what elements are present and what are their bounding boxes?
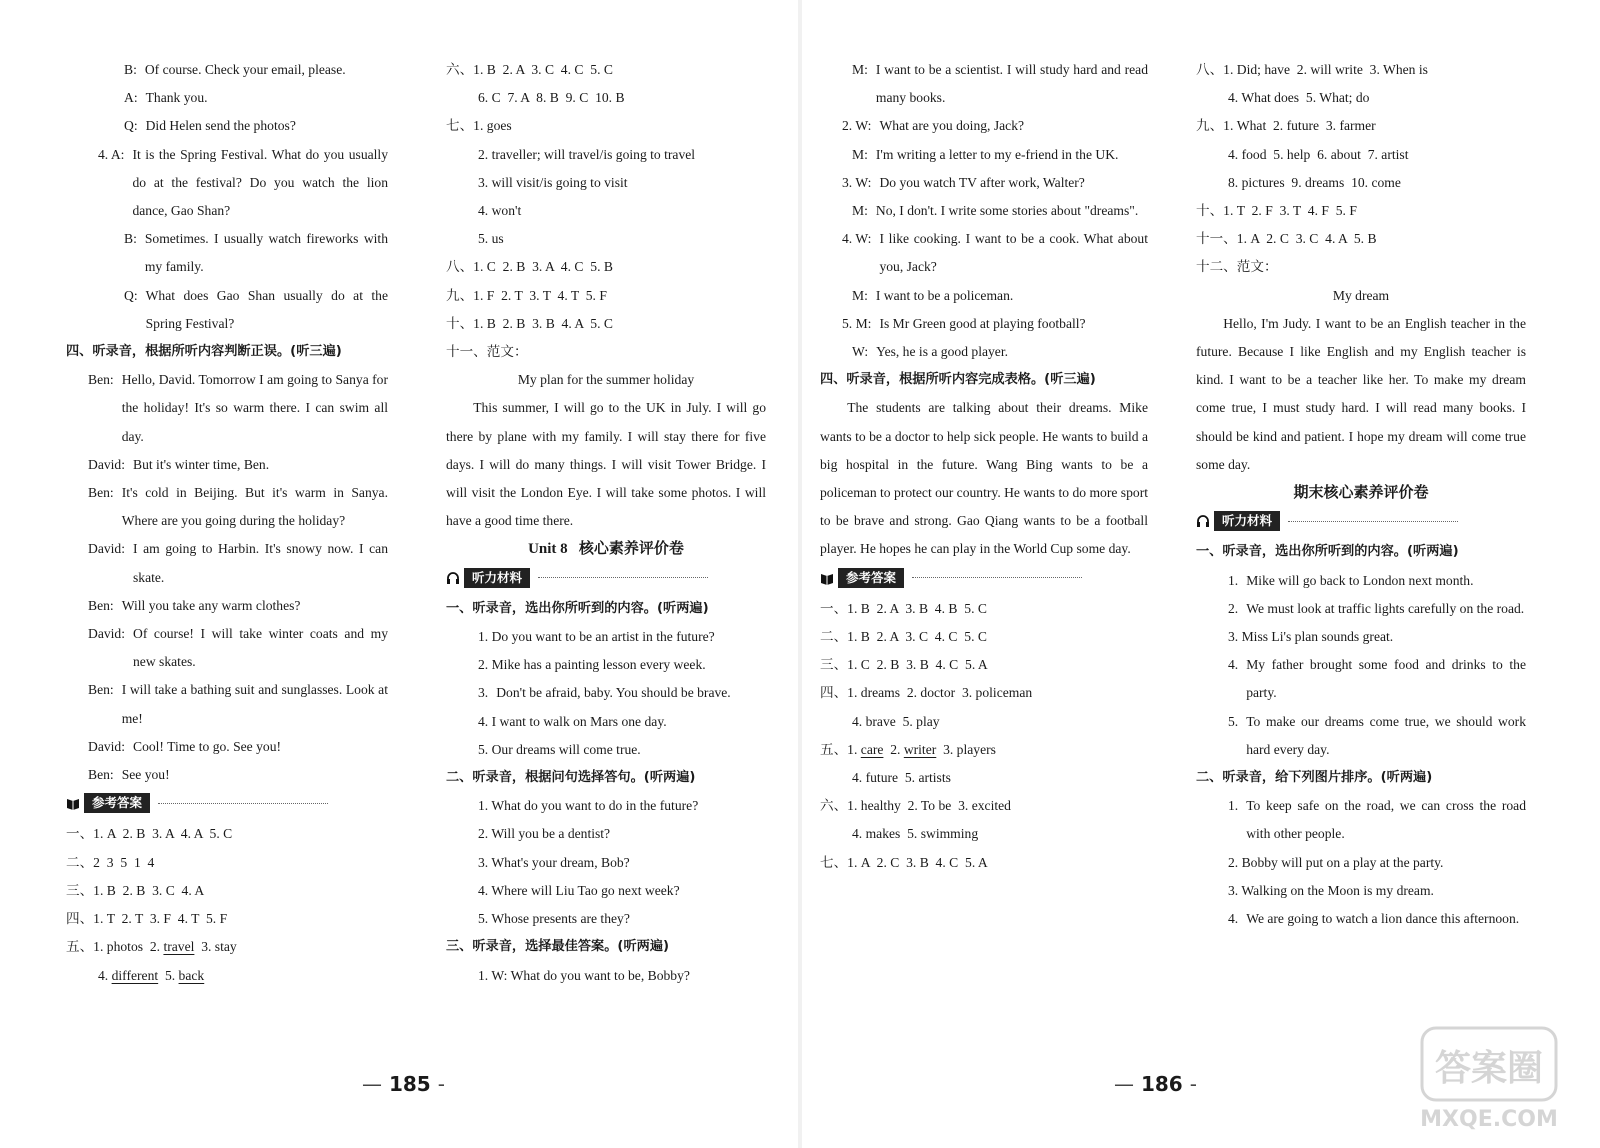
badge-label: 听力材料 <box>1214 511 1280 531</box>
speaker-label: W: <box>852 344 869 360</box>
column-3 <box>820 56 1148 877</box>
text-line: 2. traveller; will travel/is going to travel <box>478 146 696 162</box>
speaker-label: B: <box>124 62 137 77</box>
answer-text: 2. <box>883 741 904 757</box>
text-line: 3. Miss Li's plan sounds great. <box>1228 629 1394 645</box>
watermark-url: MXQE.COM <box>1420 1107 1558 1132</box>
speaker-label: A: <box>124 90 138 106</box>
text-line: 4. What does 5. What; do <box>1228 90 1370 106</box>
dialogue-line <box>820 225 1148 281</box>
text-line: 3. Walking on the Moon is my dream. <box>1228 882 1434 898</box>
text-line: 二、1. B 2. A 3. C 4. C 5. C <box>820 629 987 645</box>
dialogue-text: But it's winter time, Ben. <box>133 456 270 472</box>
column-2 <box>446 56 766 990</box>
dialogue-text: I like cooking. I want to be a cook. What about you, Jack? <box>879 231 1148 275</box>
dialogue-line <box>820 169 1148 197</box>
dialogue-line <box>66 141 388 226</box>
text-line: 二、2 3 5 1 4 <box>66 854 155 870</box>
speaker-label: B: <box>124 231 137 247</box>
dialogue-line <box>66 84 388 112</box>
dotted-rule <box>912 577 1082 578</box>
speaker-label: M: <box>852 287 868 303</box>
dialogue-line <box>66 366 388 451</box>
speaker-label: M: <box>852 203 868 219</box>
dialogue-text: Mike will go back to London next month. <box>1246 572 1474 588</box>
essay-paragraph: Hello, I'm Judy. I want to be an English teacher in the future. Because I like English and my English teacher is kind. I want to be a teacher like her. To make my dream come true, I must study hard. I will read many books. I should be kind and patient. I hope my dream will come true some day. <box>1196 315 1526 472</box>
text-line: 三、1. C 2. B 3. B 4. C 5. A <box>820 657 988 673</box>
text-line: 5. us <box>478 231 504 247</box>
dialogue-line <box>66 225 388 281</box>
dialogue-line <box>66 56 388 84</box>
page-gutter <box>798 0 802 1148</box>
dialogue-text: I want to be a policeman. <box>875 287 1014 303</box>
page-number-left: — 185 - <box>362 1072 445 1096</box>
underlined-answer: different <box>111 967 159 983</box>
text-line: 十一、范文： <box>446 344 528 360</box>
speaker-label: David: <box>88 456 125 472</box>
speaker-label: 4. <box>1228 911 1239 927</box>
dialogue-text: Will you take any warm clothes? <box>121 597 301 613</box>
speaker-label: Ben: <box>88 372 114 388</box>
dialogue-text: It's cold in Beijing. But it's warm in Sanya. Where are you going during the holiday? <box>121 485 388 529</box>
speaker-label: M: <box>852 62 868 77</box>
text-line <box>820 736 1148 764</box>
text-line: 2. Mike has a painting lesson every week. <box>478 657 706 673</box>
speaker-label: David: <box>88 626 125 642</box>
section-heading: 四、听录音，根据所听内容判断正误。(听三遍) <box>66 344 342 360</box>
text-line: 4. food 5. help 6. about 7. artist <box>1228 146 1409 162</box>
answer-text: 4. <box>98 967 112 983</box>
answer-text: 3. players <box>936 741 996 757</box>
speaker-label: Q: <box>124 287 138 303</box>
dialogue-line <box>446 679 766 707</box>
speaker-label: 3. <box>478 685 489 701</box>
speaker-label: 1. <box>1228 572 1239 588</box>
answer-key-badge <box>66 792 328 814</box>
speaker-label: 4. A: <box>98 146 125 162</box>
dialogue-line <box>66 479 388 535</box>
speaker-label: 2. W: <box>842 118 872 134</box>
dialogue-line <box>66 592 388 620</box>
dialogue-text: Yes, he is a good player. <box>876 344 1009 360</box>
text-line: 3. will visit/is going to visit <box>478 174 628 190</box>
text-line: 八、1. Did; have 2. will write 3. When is <box>1196 62 1428 77</box>
answer-text: 5. <box>158 967 179 983</box>
dialogue-line <box>820 56 1148 112</box>
text-line: 6. C 7. A 8. B 9. C 10. B <box>478 90 625 106</box>
dotted-rule <box>1288 521 1458 522</box>
dialogue-text: My father brought some food and drinks to the party. <box>1246 657 1526 701</box>
section-heading: 一、听录音，选出你所听到的内容。(听两遍) <box>446 600 709 616</box>
answer-key-badge <box>820 567 1082 589</box>
dialogue-text: Hello, David. Tomorrow I am going to Sanya for the holiday! It's so warm there. I can swim all day. <box>121 372 388 444</box>
speaker-label: Ben: <box>88 682 114 698</box>
text-line: 4. won't <box>478 203 522 219</box>
text-line: 2. Will you be a dentist? <box>478 826 611 842</box>
speaker-label: 2. <box>1228 600 1239 616</box>
speaker-label: David: <box>88 541 125 557</box>
dialogue-line <box>66 620 388 676</box>
badge-label: 参考答案 <box>84 793 150 813</box>
watermark-text: 答案圈 <box>1434 1048 1544 1089</box>
text-line: 四、1. T 2. T 3. F 4. T 5. F <box>66 911 228 927</box>
underlined-answer: writer <box>903 741 937 757</box>
text-line: 5. Whose presents are they? <box>478 911 630 927</box>
speaker-label: 3. W: <box>842 174 872 190</box>
dialogue-line <box>820 310 1148 338</box>
text-line: 1. Do you want to be an artist in the future? <box>478 629 715 645</box>
underlined-answer: travel <box>163 939 195 955</box>
book-icon <box>66 796 80 810</box>
section-title: 期末核心素养评价卷 <box>1293 485 1429 502</box>
dialogue-text: We must look at traffic lights carefully on the road. <box>1246 600 1525 616</box>
answer-text: 五、1. photos 2. <box>66 939 164 955</box>
dialogue-text: I am going to Harbin. It's snowy now. I can skate. <box>133 541 388 585</box>
dialogue-line <box>820 197 1148 225</box>
page-number-right: — 186 - <box>1114 1072 1197 1096</box>
essay-paragraph: The students are talking about their dreams. Mike wants to be a doctor to help sick people. He wants to build a big hospital in the future. Wang Bing wants to be a policeman to protect our country. He wants to do more sport to be brave and strong. Gao Qiang wants to be a football player. He hopes he can play in the World Cup some day. <box>820 400 1148 557</box>
dialogue-text: No, I don't. I write some stories about "dreams". <box>875 203 1139 219</box>
speaker-label: David: <box>88 738 125 754</box>
speaker-label: 4. W: <box>842 231 872 247</box>
text-line: 三、1. B 2. B 3. C 4. A <box>66 882 205 898</box>
text-line: 一、1. B 2. A 3. B 4. B 5. C <box>820 600 987 616</box>
headphone-icon <box>1196 514 1210 528</box>
dialogue-line <box>66 535 388 591</box>
text-line: 十一、1. A 2. C 3. C 4. A 5. B <box>1196 231 1377 247</box>
watermark-logo <box>1414 1020 1564 1140</box>
text-line: 一、1. A 2. B 3. A 4. A 5. C <box>66 826 233 842</box>
dialogue-line <box>66 733 388 761</box>
section-heading: 二、听录音，根据问句选择答句。(听两遍) <box>446 770 696 786</box>
dialogue-line <box>820 112 1148 140</box>
underlined-answer: care <box>860 741 884 757</box>
dialogue-line <box>1196 708 1526 764</box>
speaker-label: Ben: <box>88 597 114 613</box>
text-line: 4. makes 5. swimming <box>852 826 979 842</box>
dialogue-text: To keep safe on the road, we can cross the road with other people. <box>1246 798 1526 842</box>
dialogue-text: What does Gao Shan usually do at the Spring Festival? <box>145 287 388 331</box>
listening-material-badge <box>446 567 708 589</box>
speaker-label: M: <box>852 146 868 162</box>
book-icon <box>820 571 834 585</box>
dialogue-line <box>1196 595 1526 623</box>
dialogue-text: Cool! Time to go. See you! <box>133 738 282 754</box>
headphone-icon <box>446 571 460 585</box>
text-line: 六、1. B 2. A 3. C 4. C 5. C <box>446 62 613 77</box>
dialogue-line <box>66 282 388 338</box>
speaker-label: Q: <box>124 118 138 134</box>
text-line <box>66 962 388 990</box>
dialogue-line <box>1196 905 1526 933</box>
text-line <box>66 933 388 961</box>
dialogue-line <box>66 112 388 140</box>
dialogue-line <box>1196 567 1526 595</box>
answer-text: 3. stay <box>194 939 237 955</box>
section-heading: 三、听录音，选择最佳答案。(听两遍) <box>446 939 670 955</box>
badge-label: 参考答案 <box>838 568 904 588</box>
dialogue-line <box>66 676 388 732</box>
text-line: 十二、范文： <box>1196 259 1278 275</box>
section-title: Unit 8 核心素养评价卷 <box>528 541 684 558</box>
dialogue-line <box>820 282 1148 310</box>
text-line: 1. What do you want to do in the future? <box>478 798 699 814</box>
listening-material-badge <box>1196 510 1458 532</box>
text-line: 2. Bobby will put on a play at the party. <box>1228 854 1444 870</box>
badge-label: 听力材料 <box>464 568 530 588</box>
text-line: 4. I want to walk on Mars one day. <box>478 713 667 729</box>
dialogue-text: I want to be a scientist. I will study hard and read many books. <box>875 62 1148 106</box>
text-line: 4. brave 5. play <box>852 713 940 729</box>
text-line: 5. Our dreams will come true. <box>478 741 641 757</box>
column-4 <box>1196 56 1526 933</box>
dialogue-text: Of course! I will take winter coats and my new skates. <box>133 626 388 670</box>
text-line: 九、1. F 2. T 3. T 4. T 5. F <box>446 287 607 303</box>
dialogue-text: Of course. Check your email, please. <box>144 62 346 77</box>
dialogue-text: See you! <box>121 767 170 783</box>
text-line: 六、1. healthy 2. To be 3. excited <box>820 798 1011 814</box>
text-line: 七、1. A 2. C 3. B 4. C 5. A <box>820 854 988 870</box>
dialogue-line <box>1196 651 1526 707</box>
dialogue-line <box>820 338 1148 366</box>
text-line: 4. future 5. artists <box>852 770 951 786</box>
text-line: 十、1. T 2. F 3. T 4. F 5. F <box>1196 203 1357 219</box>
section-heading: 一、听录音，选出你所听到的内容。(听两遍) <box>1196 544 1459 560</box>
text-line: 1. W: What do you want to be, Bobby? <box>478 967 690 983</box>
text-line: 4. Where will Liu Tao go next week? <box>478 882 680 898</box>
essay-title: My dream <box>1332 287 1390 303</box>
dialogue-line <box>66 761 388 789</box>
speaker-label: Ben: <box>88 767 114 783</box>
answer-text: 五、1. <box>820 741 861 757</box>
dialogue-line <box>820 141 1148 169</box>
speaker-label: 4. <box>1228 657 1239 673</box>
dialogue-text: We are going to watch a lion dance this afternoon. <box>1246 911 1520 927</box>
text-line: 七、1. goes <box>446 118 512 134</box>
dialogue-text: To make our dreams come true, we should work hard every day. <box>1246 713 1526 757</box>
speaker-label: Ben: <box>88 485 114 501</box>
text-line: 四、1. dreams 2. doctor 3. policeman <box>820 685 1033 701</box>
dialogue-text: I will take a bathing suit and sunglasses. Look at me! <box>121 682 388 726</box>
text-line: 十、1. B 2. B 3. B 4. A 5. C <box>446 315 613 331</box>
dialogue-text: Do you watch TV after work, Walter? <box>879 174 1085 190</box>
dialogue-line <box>66 451 388 479</box>
speaker-label: 5. <box>1228 713 1239 729</box>
dialogue-text: I'm writing a letter to my e-friend in the UK. <box>875 146 1119 162</box>
dialogue-text: Thank you. <box>145 90 208 106</box>
dotted-rule <box>538 577 708 578</box>
dialogue-text: What are you doing, Jack? <box>879 118 1025 134</box>
dialogue-text: Don't be afraid, baby. You should be brave. <box>496 685 731 701</box>
underlined-answer: back <box>178 967 205 983</box>
essay-paragraph: This summer, I will go to the UK in July. I will go there by plane with my family. I will stay there for five days. I will do many things. I will visit Tower Bridge. I will visit the London Eye. I will take some photos. I will have a good time there. <box>446 400 766 529</box>
speaker-label: 5. M: <box>842 315 872 331</box>
dialogue-text: Did Helen send the photos? <box>145 118 296 134</box>
dialogue-text: Sometimes. I usually watch fireworks with my family. <box>144 231 388 275</box>
section-heading: 二、听录音，给下列图片排序。(听两遍) <box>1196 770 1433 786</box>
dialogue-text: It is the Spring Festival. What do you usually do at the festival? Do you watch the lion dance, Gao Shan? <box>132 146 388 219</box>
essay-title: My plan for the summer holiday <box>517 372 695 388</box>
column-1 <box>66 56 388 990</box>
section-heading: 四、听录音，根据所听内容完成表格。(听三遍) <box>820 372 1096 388</box>
dialogue-line <box>1196 792 1526 848</box>
text-line: 8. pictures 9. dreams 10. come <box>1228 174 1401 190</box>
speaker-label: 1. <box>1228 798 1239 814</box>
dialogue-text: Is Mr Green good at playing football? <box>879 315 1086 331</box>
text-line: 八、1. C 2. B 3. A 4. C 5. B <box>446 259 613 275</box>
text-line: 3. What's your dream, Bob? <box>478 854 630 870</box>
dotted-rule <box>158 803 328 804</box>
text-line: 九、1. What 2. future 3. farmer <box>1196 118 1376 134</box>
